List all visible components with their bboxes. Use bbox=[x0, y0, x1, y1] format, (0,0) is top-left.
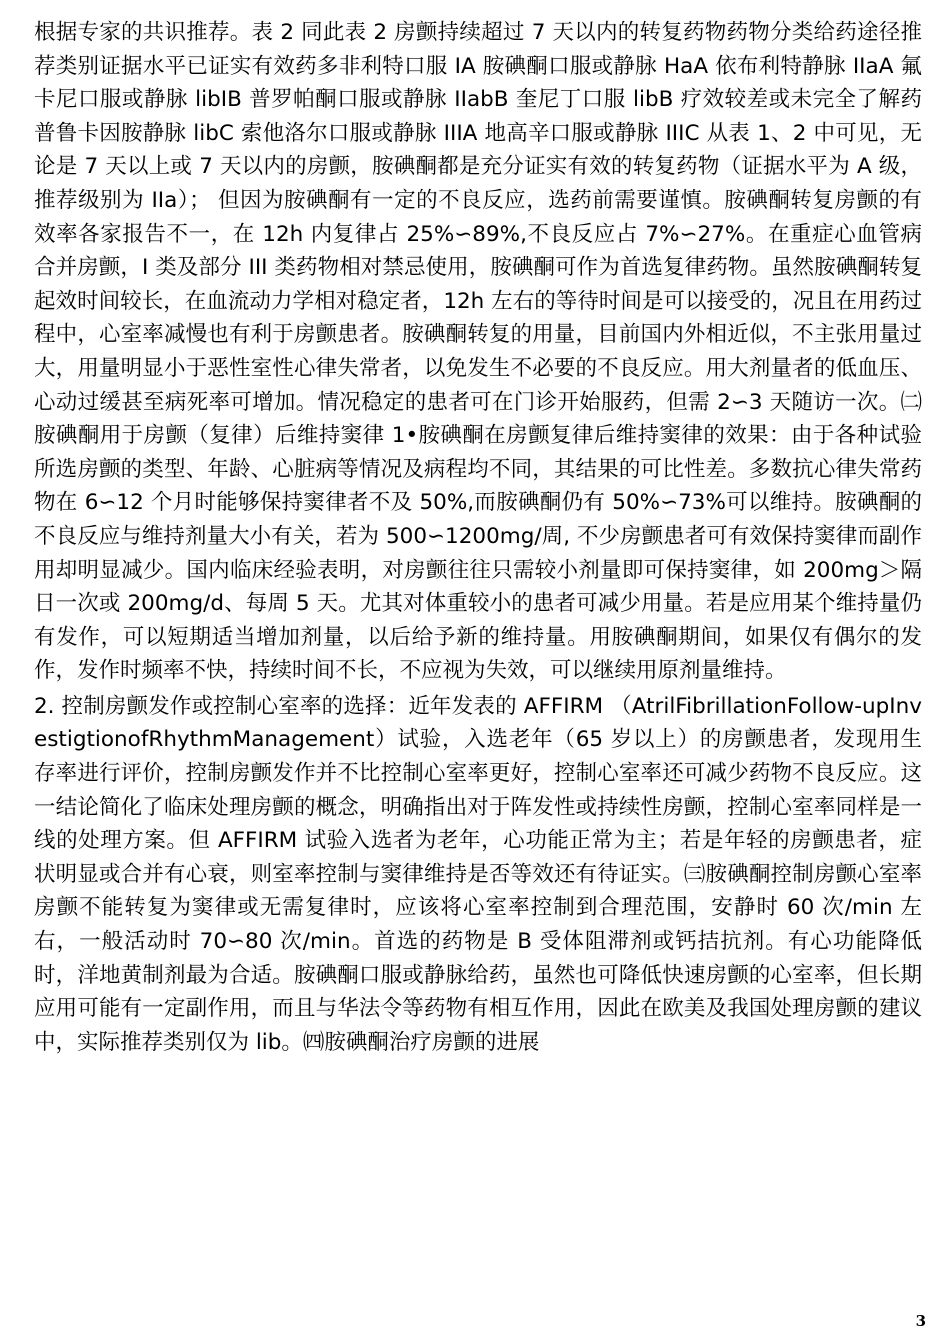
document-page bbox=[34, 16, 922, 1059]
body-paragraph-2: 2. 控制房颤发作或控制心室率的选择：近年发表的 AFFIRM （AtrilFibrillationFollow-upInvestigtionofRhythmManagement）试验，入选老年（65 岁以上）的房颤患者，发现用生存率进行评价，控制房颤发作并不比控制心室率更好，控制心室率还可减少药物不良反应。这一结论简化了临床处理房颤的概念，明确指出对于阵发性或持续性房颤，控制心室率同样是一线的处理方案。但 AFFIRM 试验入选者为老年，心功能正常为主；若是年轻的房颤患者，症状明显或合并有心衰，则室率控制与窦律维持是否等效还有待证实。㈢胺碘酮控制房颤心室率房颤不能转复为窦律或无需复律时，应该将心室率控制到合理范围，安静时 60 次/min 左右，一般活动时 70∽80 次/min。首选的药物是 B 受体阻滞剂或钙拮抗剂。有心功能降低时，洋地黄制剂最为合适。胺碘酮口服或静脉给药，虽然也可降低快速房颤的心室率，但长期应用可能有一定副作用，而且与华法令等药物有相互作用，因此在欧美及我国处理房颤的建议中，实际推荐类别仅为 lib。㈣胺碘酮治疗房颤的进展 bbox=[34, 693, 922, 1055]
page-number: 3 bbox=[915, 1312, 926, 1330]
body-paragraph-1: 根据专家的共识推荐。表 2 同此表 2 房颤持续超过 7 天以内的转复药物药物分类给药途径推荐类别证据水平已证实有效药多非利特口服 IA 胺碘酮口服或静脉 HaA 依布利特静脉 IIaA 氟卡尼口服或静脉 libIB 普罗帕酮口服或静脉 IIabB 奎尼丁口服 libB 疗效较差或未完全了解药普鲁卡因胺静脉 libC 索他洛尔口服或静脉 IIIA 地高辛口服或静脉 IIIC 从表 1、2 中可见，无论是 7 天以上或 7 天以内的房颤，胺碘酮都是充分证实有效的转复药物（证据水平为 A 级，推荐级别为 IIa）； 但因为胺碘酮有一定的不良反应，选药前需要谨慎。胺碘酮转复房颤的有效率各家报告不一，在 12h 内复律占 25%∽89%,不良反应占 7%∽27%。在重症心血管病合并房颤，I 类及部分 III 类药物相对禁忌使用，胺碘酮可作为首选复律药物。虽然胺碘酮转复起效时间较长，在血流动力学相对稳定者，12h 左右的等待时间是可以接受的，况且在用药过程中，心室率减慢也有利于房颤患者。胺碘酮转复的用量，目前国内外相近似，不主张用量过大，用量明显小于恶性室性心律失常者，以免发生不必要的不良反应。用大剂量者的低血压、心动过缓甚至病死率可增加。情况稳定的患者可在门诊开始服药，但需 2∽3 天随访一次。㈡胺碘酮用于房颤（复律）后维持窦律 1•胺碘酮在房颤复律后维持窦律的效果：由于各种试验所选房颤的类型、年龄、心脏病等情况及病程均不同，其结果的可比性差。多数抗心律失常药物在 6∽12 个月时能够保持窦律者不及 50%,而胺碘酮仍有 50%∽73%可以维持。胺碘酮的不良反应与维持剂量大小有关，若为 500∽1200mg/周, 不少房颤患者可有效保持窦律而副作用却明显减少。国内临床经验表明，对房颤往往只需较小剂量即可保持窦律，如 200mg＞隔日一次或 200mg/d、每周 5 天。尤其对体重较小的患者可减少用量。若是应用某个维持量仍有发作，可以短期适当增加剂量，以后给予新的维持量。用胺碘酮期间，如果仅有偶尔的发作，发作时频率不快，持续时间不长，不应视为失效，可以继续用原剂量维持。 bbox=[34, 20, 922, 684]
